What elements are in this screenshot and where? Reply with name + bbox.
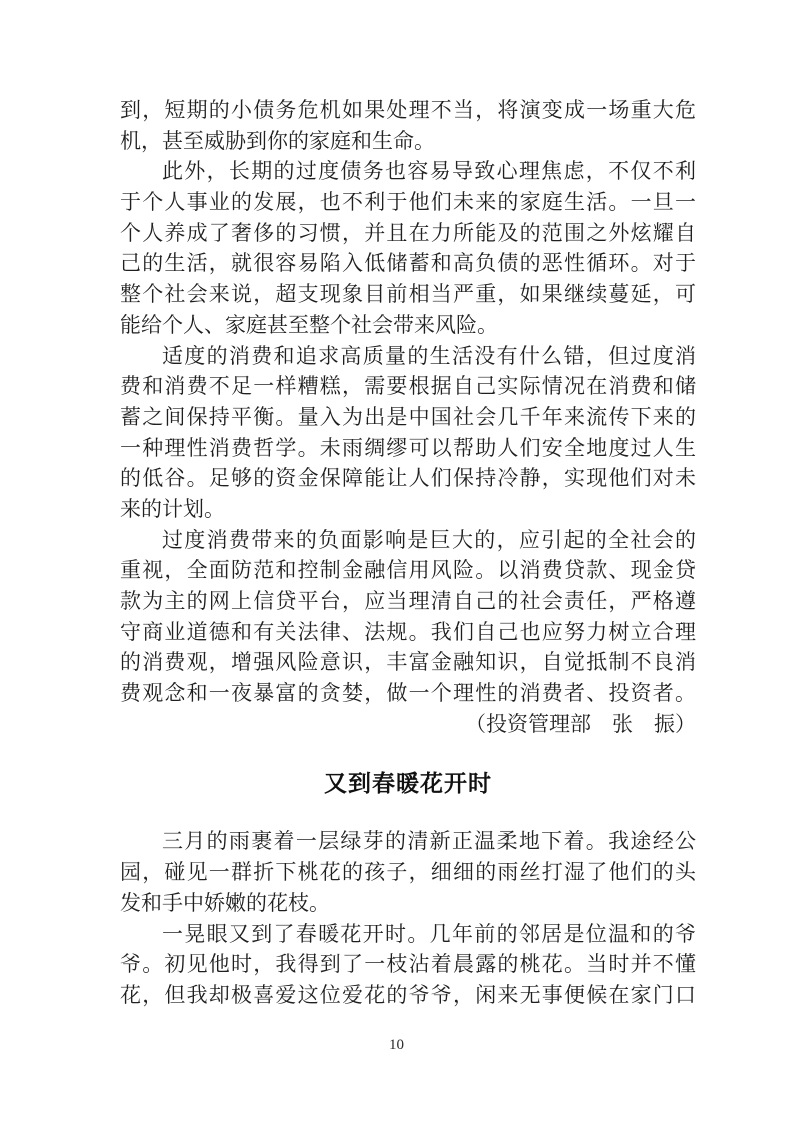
body-line: 适度的消费和追求高质量的生活没有什么错，但过度消 bbox=[162, 343, 696, 368]
body-line: 重视，全面防范和控制金融信用风险。以消费贷款、现金贷 bbox=[120, 558, 696, 583]
body-line: 三月的雨裹着一层绿芽的清新正温柔地下着。我途经公 bbox=[162, 829, 696, 854]
body-line: 此外，长期的过度债务也容易导致心理焦虑，不仅不利 bbox=[162, 159, 696, 184]
body-line: 能给个人、家庭甚至整个社会带来风险。 bbox=[120, 312, 498, 337]
body-line: 到，短期的小债务危机如果处理不当，将演变成一场重大危 bbox=[120, 98, 696, 122]
body-line: 守商业道德和有关法律、法规。我们自己也应努力树立合理 bbox=[120, 619, 696, 644]
body-line: 费和消费不足一样糟糕，需要根据自己实际情况在消费和储 bbox=[120, 374, 696, 399]
body-line: 花，但我却极喜爱这位爱花的爷爷，闲来无事便候在家门口 bbox=[120, 982, 696, 1007]
attribution-line: （投资管理部 张 振） bbox=[465, 711, 696, 736]
body-line: 机，甚至威胁到你的家庭和生命。 bbox=[120, 128, 435, 153]
body-line: 个人养成了奢侈的习惯，并且在力所能及的范围之外炫耀自 bbox=[120, 220, 696, 245]
body-line: 园，碰见一群折下桃花的孩子，细细的雨丝打湿了他们的头 bbox=[120, 860, 696, 885]
body-line: 发和手中娇嫩的花枝。 bbox=[120, 890, 330, 915]
body-line: 一晃眼又到了春暖花开时。几年前的邻居是位温和的爷 bbox=[162, 921, 696, 946]
body-line: 款为主的网上信贷平台，应当理清自己的社会责任，严格遵 bbox=[120, 589, 696, 613]
body-line: 的低谷。足够的资金保障能让人们保持冷静，实现他们对未 bbox=[120, 466, 696, 491]
body-line: 蓄之间保持平衡。量入为出是中国社会几千年来流传下来的 bbox=[120, 404, 696, 429]
body-line: 过度消费带来的负面影响是巨大的，应引起的全社会的 bbox=[162, 527, 696, 552]
body-line: 一种理性消费哲学。未雨绸缪可以帮助人们安全地度过人生 bbox=[120, 435, 696, 460]
text-column bbox=[120, 95, 696, 1011]
body-line: 于个人事业的发展，也不利于他们未来的家庭生活。一旦一 bbox=[120, 190, 696, 215]
page-number: 10 bbox=[389, 1037, 404, 1053]
body-line: 己的生活，就很容易陷入低储蓄和高负债的恶性循环。对于 bbox=[120, 251, 696, 276]
body-line: 的消费观，增强风险意识，丰富金融知识，自觉抵制不良消 bbox=[120, 650, 696, 675]
article-title: 又到春暖花开时 bbox=[324, 770, 492, 797]
body-line: 爷。初见他时，我得到了一枝沾着晨露的桃花。当时并不懂 bbox=[120, 952, 696, 977]
body-line: 费观念和一夜暴富的贪婪，做一个理性的消费者、投资者。 bbox=[120, 681, 696, 706]
body-line: 来的计划。 bbox=[120, 496, 225, 521]
body-line: 整个社会来说，超支现象目前相当严重，如果继续蔓延，可 bbox=[120, 282, 696, 307]
